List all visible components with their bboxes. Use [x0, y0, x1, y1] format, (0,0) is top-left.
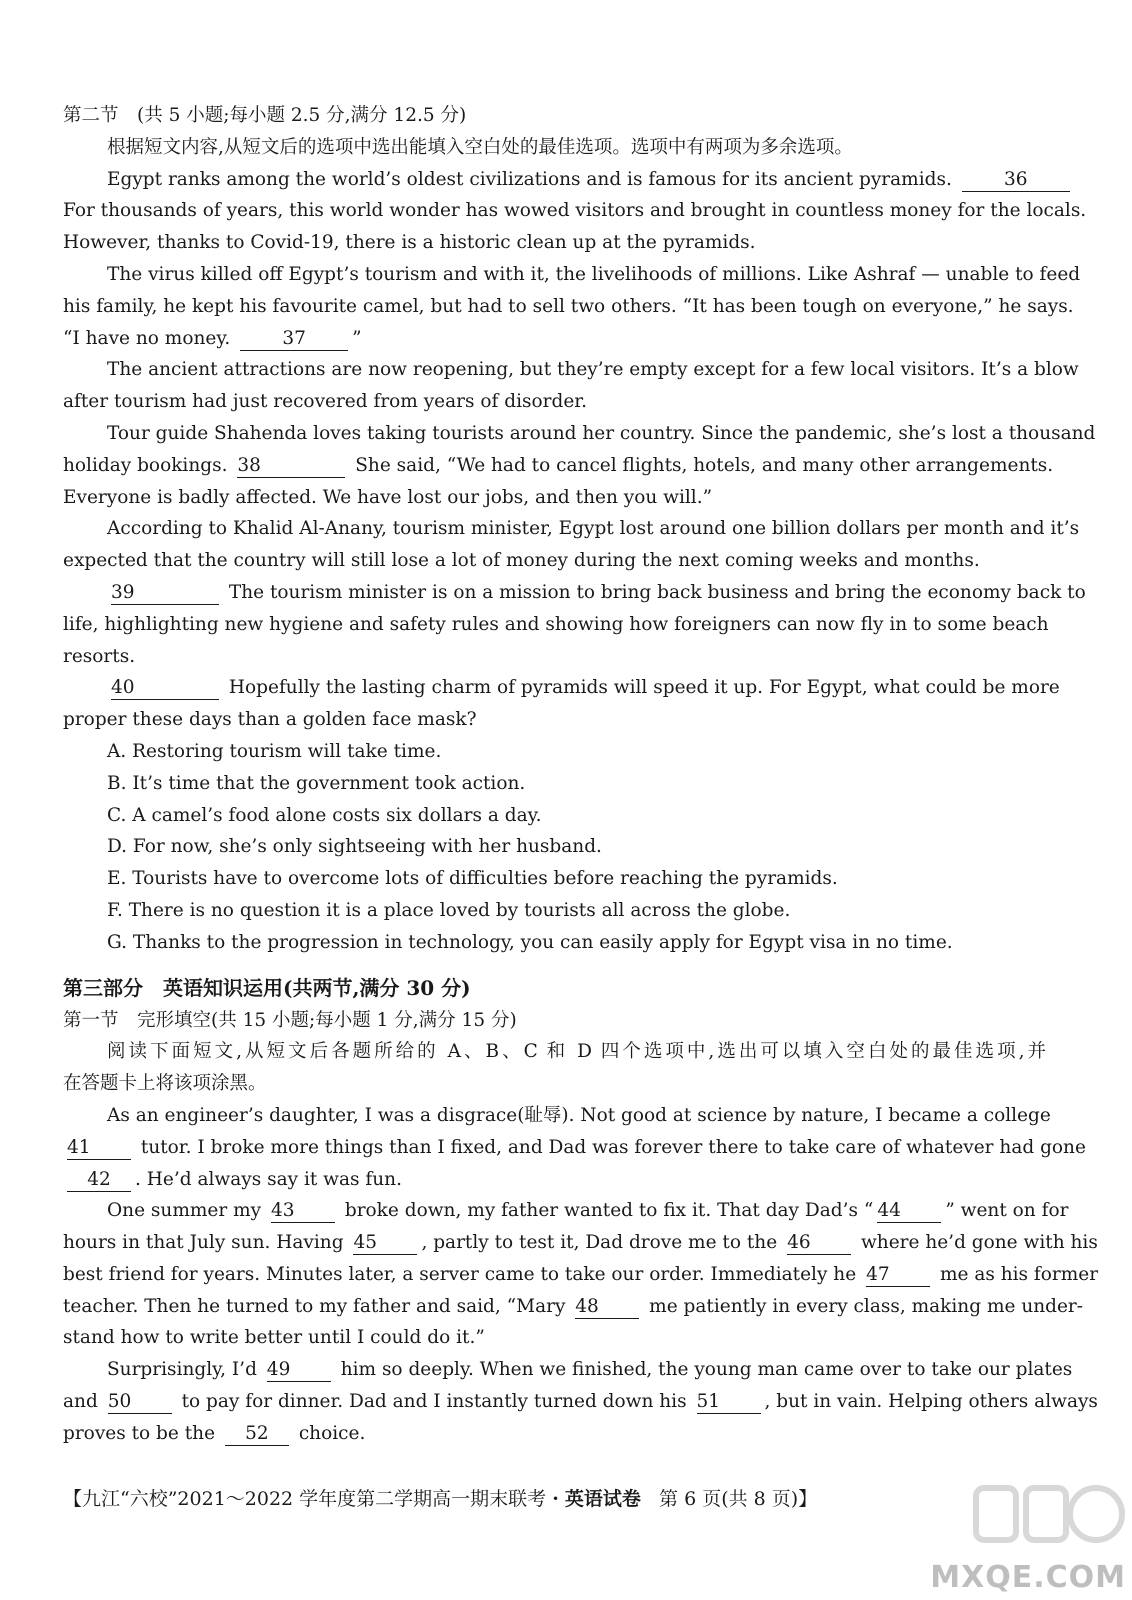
passage-line [63, 164, 1046, 196]
passage-line [63, 323, 1046, 355]
option-f: F. There is no question it is a place loved by tourists all across the globe. [107, 899, 791, 921]
watermark-text: MXQE.COM [930, 1560, 1126, 1595]
passage-line: after tourism had just recovered from years of disorder. [63, 391, 587, 413]
blank-45: 45 [353, 1232, 417, 1255]
cloze-text: hours in that July sun. Having [63, 1232, 344, 1254]
exam-page [63, 100, 1099, 1450]
cloze-text: me as his former [939, 1263, 1099, 1285]
footer-exam-title: 【九江“六校”2021～2022 学年度第二学期高一期末联考 [63, 1488, 547, 1510]
cloze-text: . He’d always say it was fun. [135, 1168, 402, 1190]
passage-line: For thousands of years, this world wonder has wowed visitors and brought in countless money for the locals. [63, 200, 1087, 222]
cloze-line: stand how to write better until I could do it.” [63, 1327, 485, 1349]
passage-line: expected that the country will still lose a lot of money during the next coming weeks and months. [63, 550, 980, 572]
part3-heading: 第三部分 英语知识运用(共两节,满分 30 分) [63, 975, 471, 1000]
footer-page-number: 第 6 页(共 8 页) [659, 1488, 799, 1510]
cloze-line: As an engineer’s daughter, I was a disgrace(耻辱). Not good at science by nature, I became a college [107, 1104, 1051, 1126]
footer-bracket: 】 [798, 1488, 818, 1510]
option-e: E. Tourists have to overcome lots of difficulties before reaching the pyramids. [107, 868, 838, 890]
cloze-line [63, 1259, 1099, 1291]
passage-text: holiday bookings. [63, 454, 228, 476]
cloze-line [63, 1164, 1046, 1196]
cloze-text: , but in vain. Helping others always [764, 1391, 1098, 1413]
passage-line: proper these days than a golden face mask? [63, 709, 477, 731]
blank-40: 40 [111, 677, 219, 700]
passage-line: resorts. [63, 645, 136, 667]
blank-47: 47 [866, 1264, 930, 1287]
footer-subject: 英语试卷 [564, 1488, 641, 1510]
blank-52: 52 [225, 1423, 289, 1446]
blank-51: 51 [697, 1391, 761, 1414]
blank-38: 38 [237, 455, 345, 478]
cloze-text: him so deeply. When we finished, the young man came over to take our plates [340, 1359, 1073, 1381]
passage-text: The tourism minister is on a mission to bring back business and bring the economy back to [228, 581, 1086, 603]
option-c: C. A camel’s food alone costs six dollars a day. [107, 804, 542, 826]
cloze-text: choice. [298, 1422, 366, 1444]
blank-46: 46 [787, 1232, 851, 1255]
passage-line: Everyone is badly affected. We have lost our jobs, and then you will.” [63, 486, 713, 508]
section2-heading: 第二节 (共 5 小题;每小题 2.5 分,满分 12.5 分) [63, 105, 467, 126]
cloze-text: proves to be the [63, 1422, 216, 1444]
section2-instruction: 根据短文内容,从短文后的选项中选出能填入空白处的最佳选项。选项中有两项为多余选项。 [107, 136, 853, 158]
cloze-line [63, 1354, 1073, 1386]
blank-43: 43 [271, 1200, 335, 1223]
cloze-text: teacher. Then he turned to my father and said, “Mary [63, 1295, 566, 1317]
cloze-text: where he’d gone with his [860, 1232, 1098, 1254]
footer-dot: · [552, 1488, 559, 1510]
blank-37: 37 [240, 328, 348, 351]
option-d: D. For now, she’s only sightseeing with her husband. [107, 836, 602, 858]
page-footer [63, 1484, 1046, 1514]
cloze-text: , partly to test it, Dad drove me to the [421, 1232, 778, 1254]
cloze-text: and [63, 1391, 98, 1413]
blank-42: 42 [67, 1169, 131, 1192]
passage-line: his family, he kept his favourite camel, but had to sell two others. “It has been tough on everyone,” he says. [63, 295, 1074, 317]
passage-line [63, 577, 1086, 609]
blank-49: 49 [267, 1359, 331, 1382]
passage-line: However, thanks to Covid-19, there is a historic clean up at the pyramids. [63, 232, 756, 254]
passage-text: “I have no money. [63, 327, 231, 349]
option-a: A. Restoring tourism will take time. [107, 740, 442, 762]
passage-line: The ancient attractions are now reopening, but they’re empty except for a few local visitors. It’s a blow [107, 359, 1079, 381]
passage-line [63, 672, 1060, 704]
passage-text: She said, “We had to cancel flights, hotels, and many other arrangements. [355, 454, 1054, 476]
option-b: B. It’s time that the government took action. [107, 772, 526, 794]
cloze-text: One summer my [107, 1200, 262, 1222]
cloze-line [63, 1195, 1069, 1227]
cloze-text: tutor. I broke more things than I fixed, and Dad was forever there to take care of whatever had gone [140, 1136, 1086, 1158]
passage-line: The virus killed off Egypt’s tourism and with it, the livelihoods of millions. Like Ashraf — unable to feed [107, 263, 1081, 285]
part3-instruction: 在答题卡上将该项涂黑。 [63, 1073, 267, 1095]
blank-39: 39 [111, 582, 219, 605]
cloze-text: broke down, my father wanted to fix it. That day Dad’s “ [344, 1200, 874, 1222]
passage-text: ” [352, 327, 362, 349]
cloze-line [63, 1386, 1098, 1418]
cloze-text: to pay for dinner. Dad and I instantly turned down his [181, 1391, 687, 1413]
passage-line [63, 450, 1054, 482]
cloze-line [63, 1132, 1086, 1164]
blank-44: 44 [877, 1200, 941, 1223]
cloze-line [63, 1227, 1098, 1259]
cloze-text: best friend for years. Minutes later, a server came to take our order. Immediately he [63, 1263, 857, 1285]
option-g: G. Thanks to the progression in technology, you can easily apply for Egypt visa in no time. [107, 931, 953, 953]
cloze-text: me patiently in every class, making me under- [649, 1295, 1084, 1317]
part3-subheading: 第一节 完形填空(共 15 小题;每小题 1 分,满分 15 分) [63, 1009, 517, 1031]
cloze-text: Surprisingly, I’d [107, 1359, 257, 1381]
blank-41: 41 [67, 1137, 131, 1160]
cloze-line [63, 1291, 1084, 1323]
passage-text: Hopefully the lasting charm of pyramids will speed it up. For Egypt, what could be more [228, 677, 1060, 699]
passage-line: life, highlighting new hygiene and safety rules and showing how foreigners can now fly in to some beach [63, 613, 1049, 635]
passage-line: According to Khalid Al-Anany, tourism minister, Egypt lost around one billion dollars per month and it’s [107, 518, 1080, 540]
blank-50: 50 [108, 1391, 172, 1414]
blank-36: 36 [962, 169, 1070, 192]
part3-instruction: 阅读下面短文,从短文后各题所给的 A、B、C 和 D 四个选项中,选出可以填入空白处的最佳选项,并 [107, 1041, 1046, 1063]
blank-48: 48 [575, 1296, 639, 1319]
cloze-line [63, 1418, 1046, 1450]
cloze-text: ” went on for [945, 1200, 1069, 1222]
passage-line: Tour guide Shahenda loves taking tourists around her country. Since the pandemic, she’s lost a thousand [107, 422, 1096, 444]
passage-text: Egypt ranks among the world’s oldest civilizations and is famous for its ancient pyramids. [107, 168, 952, 190]
